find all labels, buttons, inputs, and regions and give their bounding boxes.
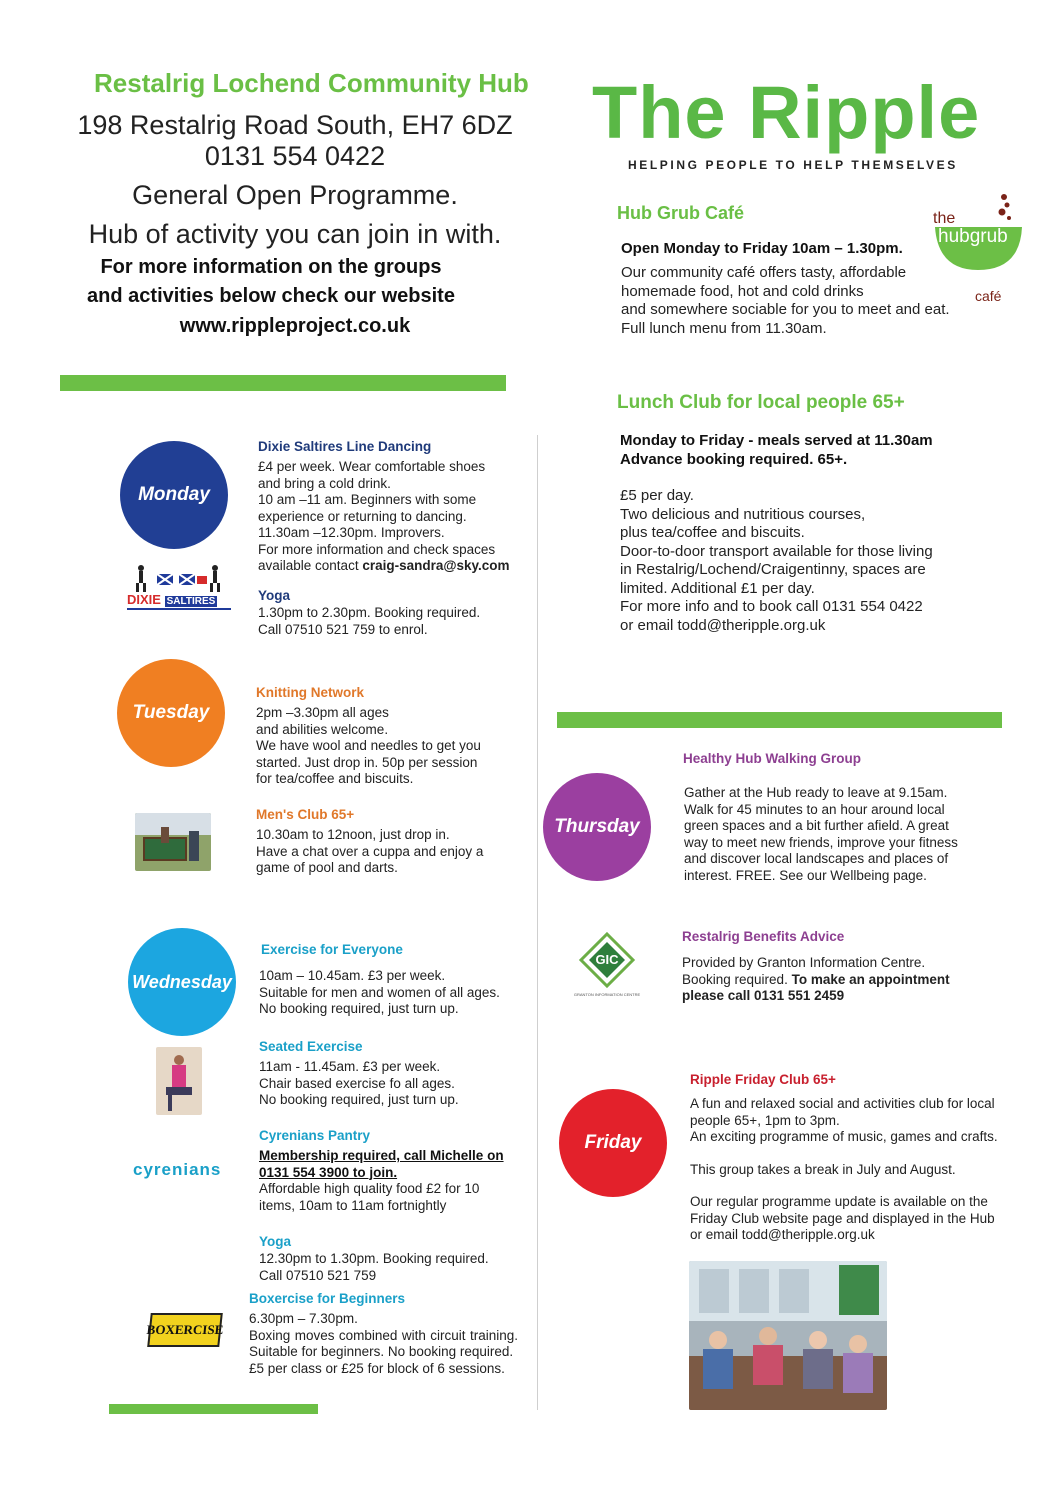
benefits-appointment: To make an appointment <box>791 971 950 987</box>
friday-line: or email todd@theripple.org.uk <box>690 1227 875 1242</box>
thursday-circle: Thursday <box>543 773 651 881</box>
dixie-title: Dixie Saltires Line Dancing <box>258 439 432 454</box>
pantry-line: Affordable high quality food £2 for 10 <box>259 1181 480 1196</box>
friday-circle: Friday <box>559 1089 667 1197</box>
benefits-booking: Booking required. <box>682 971 792 987</box>
boxercise-line: Boxing moves combined with circuit training. Suitable for beginners. No booking required. <box>249 1327 518 1359</box>
seated-line: No booking required, just turn up. <box>259 1092 459 1107</box>
friday-line: A fun and relaxed social and activities club for local <box>690 1096 995 1111</box>
boxercise-line: 6.30pm – 7.30pm. <box>249 1311 358 1326</box>
dixie-description <box>258 459 528 575</box>
benefits-description <box>682 955 972 1005</box>
hubgrub-logo <box>930 190 1030 305</box>
dixie-line: experience or returning to dancing. <box>258 508 467 524</box>
knitting-line: 2pm –3.30pm all ages <box>256 705 389 720</box>
lunch-line: Two delicious and nutritious courses, <box>620 505 866 523</box>
friday-line: Friday Club website page and displayed in the Hub <box>690 1210 995 1226</box>
seated-description <box>259 1059 529 1109</box>
info-line-2: and activities below check our website <box>87 285 455 307</box>
seated-line: 11am - 11.45am. £3 per week. <box>259 1059 441 1074</box>
dixie-saltires-logo <box>127 564 231 610</box>
hub-address: 198 Restalrig Road South, EH7 6DZ <box>77 110 513 140</box>
hubgrub-cafe: café <box>975 288 1002 304</box>
hub-phone: 0131 554 0422 <box>204 141 386 171</box>
knitting-description <box>256 705 526 788</box>
mens-club-title: Men's Club 65+ <box>256 807 355 822</box>
dixie-line: 11.30am –12.30pm. Improvers. <box>258 525 445 540</box>
walking-line: interest. FREE. See our Wellbeing page. <box>684 867 927 883</box>
seated-title: Seated Exercise <box>259 1039 363 1054</box>
programme-tagline: Hub of activity you can join in with. <box>88 219 502 249</box>
website-link[interactable]: www.rippleproject.co.uk <box>179 315 411 337</box>
benefits-phone[interactable]: please call 0131 551 2459 <box>682 988 845 1003</box>
friday-line: An exciting programme of music, games and crafts. <box>690 1129 998 1144</box>
cafe-description <box>621 264 981 338</box>
lunch-line: limited. Additional £1 per day. <box>620 579 815 597</box>
exercise-title: Exercise for Everyone <box>261 942 403 957</box>
pantry-title: Cyrenians Pantry <box>259 1128 371 1143</box>
yoga-line: 1.30pm to 2.30pm. Booking required. <box>258 605 481 620</box>
friday-club-title: Ripple Friday Club 65+ <box>690 1072 836 1087</box>
lunch-line: Door-to-door transport available for those living <box>620 542 933 560</box>
exercise-line: 10am – 10.45am. £3 per week. <box>259 968 446 983</box>
dixie-line: 10 am –11 am. Beginners with some <box>258 492 477 507</box>
divider-bar <box>60 375 506 391</box>
exercise-line: No booking required, just turn up. <box>259 1001 459 1016</box>
cafe-line: Our community café offers tasty, affordable <box>621 264 907 281</box>
cafe-line: and somewhere sociable for you to meet and eat. <box>621 301 950 318</box>
mens-club-description <box>256 827 526 877</box>
lunch-line: or email todd@theripple.org.uk <box>620 616 826 634</box>
pantry-membership: Membership required, call Michelle on <box>259 1148 504 1163</box>
yoga-line: 12.30pm to 1.30pm. Booking required. <box>259 1251 489 1266</box>
tuesday-circle: Tuesday <box>117 659 225 767</box>
benefits-line: Provided by Granton Information Centre. <box>682 955 926 970</box>
walking-line: way to meet new friends, improve your fitness <box>684 834 958 850</box>
mens-line: Have a chat over a cuppa and enjoy a <box>256 843 484 859</box>
lunch-club-title: Lunch Club for local people 65+ <box>617 392 905 413</box>
pantry-line: items, 10am to 11am fortnightly <box>259 1197 447 1213</box>
saltires-logo-text: SALTIRES <box>166 596 216 607</box>
exercise-description <box>259 968 529 1018</box>
friday-club-photo <box>689 1261 887 1410</box>
hub-name: Restalrig Lochend Community Hub <box>94 68 529 98</box>
hubgrub-the: the <box>933 210 956 227</box>
wednesday-circle: Wednesday <box>128 928 236 1036</box>
dancers-icon <box>127 564 231 594</box>
mens-line: 10.30am to 12noon, just drop in. <box>256 827 450 842</box>
cafe-line: Full lunch menu from 11.30am. <box>621 319 827 337</box>
monday-circle: Monday <box>120 441 228 549</box>
lunch-club-description <box>620 487 1000 635</box>
dixie-logo-text: DIXIE <box>127 592 161 607</box>
lunch-line: in Restalrig/Lochend/Craigentinny, spaces are <box>620 561 926 578</box>
divider-bar <box>557 712 1002 728</box>
knitting-line: started. Just drop in. 50p per session <box>256 754 478 770</box>
lunch-line: For more info and to book call 0131 554 0422 <box>620 598 923 615</box>
dixie-contact-email[interactable]: craig-sandra@sky.com <box>362 558 510 573</box>
walking-line: Walk for 45 minutes to an hour around local <box>684 801 945 817</box>
walking-description <box>684 785 984 884</box>
lunch-bold-line: Monday to Friday - meals served at 11.30am <box>620 432 933 449</box>
gic-logo <box>565 932 649 1004</box>
cyrenians-logo: cyrenians <box>133 1160 222 1179</box>
friday-line: people 65+, 1pm to 3pm. <box>690 1112 840 1128</box>
programme-title: General Open Programme. <box>132 180 458 210</box>
seated-line: Chair based exercise fo all ages. <box>259 1075 455 1091</box>
wednesday-yoga-title: Yoga <box>259 1234 292 1249</box>
hubgrub-name: hubgrub <box>938 226 1008 247</box>
cafe-title: Hub Grub Café <box>617 203 745 223</box>
dixie-line: £4 per week. Wear comfortable shoes <box>258 459 486 474</box>
knitting-line: for tea/coffee and biscuits. <box>256 771 414 786</box>
monday-yoga-title: Yoga <box>258 588 291 603</box>
mens-club-photo <box>135 813 211 871</box>
mens-line: game of pool and darts. <box>256 860 398 875</box>
info-line-1: For more information on the groups <box>100 256 442 278</box>
yoga-line: Call 07510 521 759 <box>259 1267 377 1283</box>
dixie-line: For more information and check spaces <box>258 541 496 557</box>
knitting-line: We have wool and needles to get you <box>256 738 481 753</box>
dixie-line: and bring a cold drink. <box>258 475 391 491</box>
lunch-bold-line: Advance booking required. 65+. <box>620 450 848 468</box>
walking-line: green spaces and a bit further afield. A great <box>684 818 949 833</box>
monday-yoga-description <box>258 605 528 638</box>
cafe-line: homemade food, hot and cold drinks <box>621 282 864 300</box>
walking-line: Gather at the Hub ready to leave at 9.15am. <box>684 785 948 800</box>
benefits-title: Restalrig Benefits Advice <box>682 929 845 944</box>
column-divider <box>537 435 538 1410</box>
knitting-title: Knitting Network <box>256 685 364 700</box>
yoga-line: Call 07510 521 759 to enrol. <box>258 621 428 637</box>
seated-exercise-photo <box>156 1047 202 1115</box>
boxercise-line: £5 per class or £25 for block of 6 sessions. <box>249 1360 505 1376</box>
gic-logo-text: GIC <box>595 952 619 967</box>
lunch-line: plus tea/coffee and biscuits. <box>620 524 805 541</box>
divider-bar <box>109 1404 318 1414</box>
gic-logo-subtext: GRANTON INFORMATION CENTRE <box>573 992 641 997</box>
exercise-line: Suitable for men and women of all ages. <box>259 984 500 1000</box>
cafe-hours: Open Monday to Friday 10am – 1.30pm. <box>621 240 903 257</box>
friday-club-description <box>690 1096 1010 1244</box>
boxercise-logo: BOXERCISE <box>147 1313 223 1347</box>
boxercise-description <box>249 1311 518 1377</box>
dixie-contact-prefix: available contact <box>258 558 363 573</box>
knitting-line: and abilities welcome. <box>256 721 389 737</box>
friday-break-line: This group takes a break in July and August. <box>690 1161 956 1177</box>
lunch-line: £5 per day. <box>620 487 694 504</box>
walking-line: and discover local landscapes and places of <box>684 851 949 866</box>
ripple-logo-title: The Ripple <box>592 71 981 154</box>
pantry-phone[interactable]: 0131 554 3900 to join. <box>259 1164 398 1180</box>
wednesday-yoga-description <box>259 1251 529 1284</box>
ripple-tagline: HELPING PEOPLE TO HELP THEMSELVES <box>628 158 958 172</box>
boxercise-title: Boxercise for Beginners <box>249 1291 406 1306</box>
walking-title: Healthy Hub Walking Group <box>683 751 862 766</box>
friday-line: Our regular programme update is available on the <box>690 1194 988 1209</box>
lunch-club-details <box>620 432 933 469</box>
pantry-description <box>259 1148 531 1214</box>
